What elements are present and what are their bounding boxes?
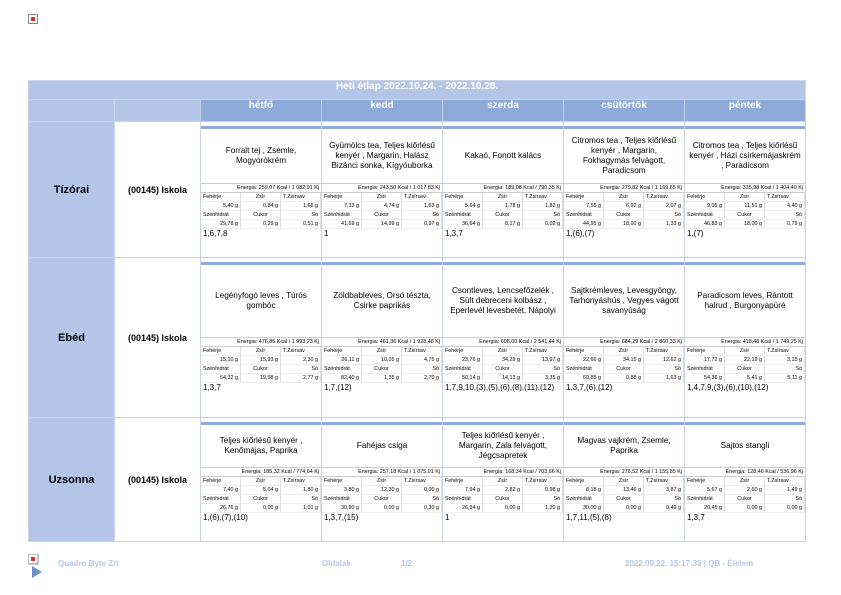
saturated-fat-label: T.Zsírsav xyxy=(765,193,805,202)
salt-label: Só xyxy=(523,365,563,374)
sugar-value: 18,00 g xyxy=(604,220,644,229)
empty-header-cell xyxy=(115,100,201,122)
fat-value: 34,29 g xyxy=(483,356,523,365)
allergen-codes: 1,7,(12) xyxy=(324,383,352,392)
food-items: Legényfogó leves , Túrós gombóc xyxy=(215,291,307,310)
energy-value: Energia: 168,34 Kcal / 703,66 Kj xyxy=(443,467,563,477)
energy-value: Energia: 461,36 Kcal / 1 928,48 Kj xyxy=(322,337,442,347)
carbohydrate-label: Szénhidrát xyxy=(564,211,604,220)
sugar-value: 0,00 g xyxy=(362,504,402,513)
food-items: Citromos tea , Teljes kiőrlésű kenyér , Házi csirkemájaskrém , Paradicsom xyxy=(689,141,801,170)
allergen-codes: 1,(6),(7),(10) xyxy=(203,513,248,522)
food-items: Gyümölcs tea, Teljes kiőrlésű kenyér , Margarin, Halász Bizánci sonka, Kígyóuborka xyxy=(329,141,435,170)
carbohydrate-label: Szénhidrát xyxy=(201,365,241,374)
sugar-value: 1,35 g xyxy=(362,374,402,383)
energy-value: Energia: 418,48 Kcal / 1 749,25 Kj xyxy=(685,337,805,347)
day-header: kedd xyxy=(322,100,443,122)
fat-value: 1,78 g xyxy=(483,202,523,211)
sugar-value: 0,00 g xyxy=(241,504,281,513)
nutrition-grid xyxy=(322,193,442,229)
protein-value: 9,05 g xyxy=(685,202,725,211)
protein-label: Fehérje xyxy=(322,477,362,486)
salt-value: 0,02 g xyxy=(523,220,563,229)
food-items: Sajtkrémleves, Levesgyöngy, Tarhonyáshús , Vegyes vágott savanyúság xyxy=(569,286,679,315)
sugar-value: 18,00 g xyxy=(725,220,765,229)
carbohydrate-value: 26,76 g xyxy=(201,504,241,513)
fat-value: 22,19 g xyxy=(725,356,765,365)
carbohydrate-label: Szénhidrát xyxy=(443,211,483,220)
protein-label: Fehérje xyxy=(685,193,725,202)
salt-label: Só xyxy=(281,211,321,220)
sugar-value: 0,29 g xyxy=(241,220,281,229)
sugar-value: 0,00 g xyxy=(483,504,523,513)
salt-label: Só xyxy=(765,365,805,374)
saturated-fat-value: 2,30 g xyxy=(281,356,321,365)
saturated-fat-value: 2,07 g xyxy=(644,202,684,211)
nutrition-grid xyxy=(564,347,684,383)
saturated-fat-value: 1,49 g xyxy=(765,486,805,495)
saturated-fat-value: 1,63 g xyxy=(402,202,442,211)
fat-label: Zsír xyxy=(362,477,402,486)
empty-header-cell xyxy=(29,100,115,122)
protein-value: 7,55 g xyxy=(564,202,604,211)
carbohydrate-value: 20,45 g xyxy=(685,504,725,513)
protein-label: Fehérje xyxy=(564,193,604,202)
carbohydrate-value: 44,95 g xyxy=(564,220,604,229)
allergen-codes: 1 xyxy=(445,513,450,522)
nutrition-grid xyxy=(443,477,563,513)
carbohydrate-value: 29,78 g xyxy=(201,220,241,229)
carbohydrate-value: 30,90 g xyxy=(322,504,362,513)
carbohydrate-value: 26,94 g xyxy=(443,504,483,513)
salt-value: 0,00 g xyxy=(765,504,805,513)
fat-value: 4,74 g xyxy=(362,202,402,211)
fat-label: Zsír xyxy=(604,347,644,356)
salt-label: Só xyxy=(523,495,563,504)
saturated-fat-value: 4,40 g xyxy=(765,202,805,211)
fat-value: 11,51 g xyxy=(725,202,765,211)
sugar-label: Cukor xyxy=(725,495,765,504)
saturated-fat-value: 1,82 g xyxy=(523,202,563,211)
day-header: péntek xyxy=(685,100,806,122)
sugar-value: 14,99 g xyxy=(362,220,402,229)
sugar-label: Cukor xyxy=(362,365,402,374)
menu-cell xyxy=(322,122,443,258)
saturated-fat-value: 4,75 g xyxy=(402,356,442,365)
protein-value: 23,76 g xyxy=(443,356,483,365)
saturated-fat-value: 3,87 g xyxy=(644,486,684,495)
sugar-label: Cukor xyxy=(483,211,523,220)
allergen-codes: 1,7,9,10,(3),(5),(6),(8),(11),(12) xyxy=(445,383,555,392)
allergen-codes: 1,3,7,(15) xyxy=(324,513,359,522)
meal-row xyxy=(29,122,806,258)
protein-label: Fehérje xyxy=(685,347,725,356)
sugar-value: 0,88 g xyxy=(604,374,644,383)
sugar-value: 8,17 g xyxy=(483,220,523,229)
fat-label: Zsír xyxy=(362,193,402,202)
allergen-codes: 1,(6),(7) xyxy=(566,229,595,238)
carbohydrate-value: 36,64 g xyxy=(443,220,483,229)
carbohydrate-label: Szénhidrát xyxy=(322,365,362,374)
sugar-label: Cukor xyxy=(725,365,765,374)
allergen-codes: 1,(7) xyxy=(687,229,704,238)
protein-label: Fehérje xyxy=(322,347,362,356)
carbohydrate-value: 46,83 g xyxy=(685,220,725,229)
menu-cell xyxy=(685,122,806,258)
footer-company: Quadro Byte Zrt xyxy=(58,559,119,568)
meal-row xyxy=(29,258,806,418)
protein-value: 8,18 g xyxy=(564,486,604,495)
nutrition-grid xyxy=(322,477,442,513)
fat-label: Zsír xyxy=(483,193,523,202)
sugar-label: Cukor xyxy=(241,365,281,374)
food-items: Csontleves, Lencsefőzelék , Sült debreceni kolbász , Eperlevél levesbetét, Nápolyi xyxy=(450,286,556,315)
food-items: Forralt tej , Zsemle, Mogyorókrém xyxy=(225,146,297,165)
fat-label: Zsír xyxy=(604,477,644,486)
footer-pages-label: Oldalak xyxy=(322,559,351,568)
fat-value: 0,84 g xyxy=(241,202,281,211)
fat-label: Zsír xyxy=(241,193,281,202)
saturated-fat-value: 3,15 g xyxy=(765,356,805,365)
weekly-menu-table xyxy=(28,80,806,542)
protein-value: 3,80 g xyxy=(322,486,362,495)
sugar-label: Cukor xyxy=(362,495,402,504)
protein-label: Fehérje xyxy=(201,347,241,356)
menu-title: Heti étlap 2022.10.24. - 2022.10.28. xyxy=(29,81,806,100)
menu-cell xyxy=(201,418,322,542)
saturated-fat-value: 0,98 g xyxy=(523,486,563,495)
carbohydrate-label: Szénhidrát xyxy=(685,211,725,220)
salt-value: 3,35 g xyxy=(523,374,563,383)
nutrition-grid xyxy=(201,193,321,229)
day-header: hétfő xyxy=(201,100,322,122)
energy-value: Energia: 243,50 Kcal / 1 017,83 Kj xyxy=(322,183,442,193)
energy-value: Energia: 259,07 Kcal / 1 082,91 Kj xyxy=(201,183,321,193)
allergen-codes: 1,7,11,(5),(8) xyxy=(566,513,612,522)
salt-value: 2,70 g xyxy=(402,374,442,383)
carbohydrate-value: 30,00 g xyxy=(564,504,604,513)
protein-label: Fehérje xyxy=(322,193,362,202)
salt-label: Só xyxy=(644,211,684,220)
saturated-fat-label: T.Zsírsav xyxy=(402,477,442,486)
energy-value: Energia: 276,52 Kcal / 1 155,85 Kj xyxy=(564,467,684,477)
fat-label: Zsír xyxy=(362,347,402,356)
food-items: Zöldbableves, Orsó tészta, Csirke paprikás xyxy=(333,291,431,310)
sugar-label: Cukor xyxy=(604,211,644,220)
saturated-fat-value: 1,80 g xyxy=(281,486,321,495)
allergen-codes: 1,3,7 xyxy=(203,383,221,392)
food-items: Magvas vajkrém, Zsemle, Paprika xyxy=(577,436,671,455)
salt-value: 1,20 g xyxy=(523,504,563,513)
allergen-codes: 1,4,7,9,(3),(6),(10),(12) xyxy=(687,383,769,392)
allergen-codes: 1,6,7,8 xyxy=(203,229,228,238)
salt-value: 5,11 g xyxy=(765,374,805,383)
company-logo-icon xyxy=(28,554,46,578)
protein-value: 17,72 g xyxy=(685,356,725,365)
carbohydrate-label: Szénhidrát xyxy=(443,365,483,374)
energy-value: Energia: 257,18 Kcal / 1 075,01 Kj xyxy=(322,467,442,477)
protein-label: Fehérje xyxy=(564,347,604,356)
protein-value: 5,67 g xyxy=(685,486,725,495)
energy-value: Energia: 476,85 Kcal / 1 993,23 Kj xyxy=(201,337,321,347)
salt-label: Só xyxy=(281,495,321,504)
allergen-codes: 1 xyxy=(324,229,329,238)
nutrition-grid xyxy=(201,477,321,513)
food-items: Kakaó, Fonott kalács xyxy=(464,151,542,160)
saturated-fat-label: T.Zsírsav xyxy=(281,477,321,486)
carbohydrate-label: Szénhidrát xyxy=(322,211,362,220)
carbohydrate-value: 64,32 g xyxy=(201,374,241,383)
menu-cell xyxy=(564,418,685,542)
fat-label: Zsír xyxy=(241,347,281,356)
school-name: (00145) Iskola xyxy=(115,258,201,418)
broken-image-icon xyxy=(28,14,38,24)
salt-label: Só xyxy=(765,211,805,220)
energy-value: Energia: 279,82 Kcal / 1 169,65 Kj xyxy=(564,183,684,193)
salt-label: Só xyxy=(765,495,805,504)
sugar-value: 5,41 g xyxy=(725,374,765,383)
footer-page-number: 1/2 xyxy=(401,559,413,568)
meal-name: Tízórai xyxy=(29,122,115,258)
menu-cell xyxy=(322,418,443,542)
sugar-label: Cukor xyxy=(604,365,644,374)
protein-value: 7,33 g xyxy=(322,202,362,211)
day-header: csütörtök xyxy=(564,100,685,122)
salt-value: 1,33 g xyxy=(644,220,684,229)
menu-cell xyxy=(564,122,685,258)
meal-row xyxy=(29,418,806,542)
salt-value: 0,30 g xyxy=(402,504,442,513)
saturated-fat-label: T.Zsírsav xyxy=(765,477,805,486)
fat-value: 13,46 g xyxy=(604,486,644,495)
protein-value: 5,40 g xyxy=(201,202,241,211)
energy-value: Energia: 684,29 Kcal / 2 860,33 Kj xyxy=(564,337,684,347)
nutrition-grid xyxy=(685,477,805,513)
nutrition-grid xyxy=(564,477,684,513)
fat-label: Zsír xyxy=(725,477,765,486)
carbohydrate-label: Szénhidrát xyxy=(201,211,241,220)
nutrition-grid xyxy=(685,193,805,229)
meal-name: Ebéd xyxy=(29,258,115,418)
saturated-fat-label: T.Zsírsav xyxy=(644,347,684,356)
saturated-fat-label: T.Zsírsav xyxy=(523,477,563,486)
food-items: Teljes kiőrlésű kenyér , Kenőmájas, Paprika xyxy=(219,436,303,455)
salt-value: 2,77 g xyxy=(281,374,321,383)
protein-label: Fehérje xyxy=(201,193,241,202)
saturated-fat-value: 0,00 g xyxy=(402,486,442,495)
day-header-row xyxy=(29,100,806,122)
protein-label: Fehérje xyxy=(564,477,604,486)
sugar-label: Cukor xyxy=(241,211,281,220)
protein-value: 7,94 g xyxy=(443,486,483,495)
saturated-fat-value: 13,97 g xyxy=(523,356,563,365)
sugar-label: Cukor xyxy=(483,495,523,504)
protein-label: Fehérje xyxy=(443,193,483,202)
fat-value: 12,30 g xyxy=(362,486,402,495)
nutrition-grid xyxy=(201,347,321,383)
menu-cell xyxy=(443,418,564,542)
saturated-fat-label: T.Zsírsav xyxy=(523,347,563,356)
fat-value: 2,60 g xyxy=(725,486,765,495)
menu-cell xyxy=(564,258,685,418)
fat-value: 2,82 g xyxy=(483,486,523,495)
protein-label: Fehérje xyxy=(443,477,483,486)
fat-value: 5,04 g xyxy=(241,486,281,495)
saturated-fat-label: T.Zsírsav xyxy=(281,347,321,356)
salt-label: Só xyxy=(402,495,442,504)
salt-label: Só xyxy=(523,211,563,220)
menu-cell xyxy=(201,258,322,418)
fat-value: 6,92 g xyxy=(604,202,644,211)
nutrition-grid xyxy=(564,193,684,229)
nutrition-grid xyxy=(443,347,563,383)
allergen-codes: 1,3,7 xyxy=(687,513,705,522)
fat-label: Zsír xyxy=(483,477,523,486)
saturated-fat-label: T.Zsírsav xyxy=(523,193,563,202)
protein-value: 26,11 g xyxy=(322,356,362,365)
menu-cell xyxy=(201,122,322,258)
carbohydrate-value: 82,40 g xyxy=(322,374,362,383)
carbohydrate-label: Szénhidrát xyxy=(322,495,362,504)
food-items: Sajtos stangli xyxy=(720,441,770,450)
food-items: Citromos tea , Teljes kiőrlésű kenyér , Margarin, Fokhagymás felvágott, Paradicsom xyxy=(571,136,677,175)
menu-cell xyxy=(322,258,443,418)
salt-label: Só xyxy=(644,365,684,374)
salt-label: Só xyxy=(402,211,442,220)
salt-value: 1,63 g xyxy=(644,374,684,383)
saturated-fat-label: T.Zsírsav xyxy=(281,193,321,202)
fat-label: Zsír xyxy=(241,477,281,486)
meal-name: Uzsonna xyxy=(29,418,115,542)
energy-value: Energia: 189,08 Kcal / 790,35 Kj xyxy=(443,183,563,193)
sugar-label: Cukor xyxy=(604,495,644,504)
saturated-fat-value: 12,62 g xyxy=(644,356,684,365)
protein-value: 7,40 g xyxy=(201,486,241,495)
menu-cell xyxy=(443,258,564,418)
energy-value: Energia: 608,00 Kcal / 2 541,44 Kj xyxy=(443,337,563,347)
protein-value: 22,66 g xyxy=(564,356,604,365)
saturated-fat-label: T.Zsírsav xyxy=(402,193,442,202)
footer-timestamp: 2022.09.22. 15:17:39 | QB - Élelem xyxy=(625,559,754,568)
salt-value: 1,01 g xyxy=(281,504,321,513)
day-header: szerda xyxy=(443,100,564,122)
salt-label: Só xyxy=(281,365,321,374)
sugar-value: 14,13 g xyxy=(483,374,523,383)
carbohydrate-label: Szénhidrát xyxy=(443,495,483,504)
fat-value: 10,05 g xyxy=(362,356,402,365)
sugar-value: 0,00 g xyxy=(725,504,765,513)
sugar-label: Cukor xyxy=(483,365,523,374)
carbohydrate-label: Szénhidrát xyxy=(201,495,241,504)
protein-label: Fehérje xyxy=(201,477,241,486)
fat-label: Zsír xyxy=(725,193,765,202)
salt-value: 0,79 g xyxy=(765,220,805,229)
salt-value: 0,97 g xyxy=(402,220,442,229)
salt-label: Só xyxy=(402,365,442,374)
menu-cell xyxy=(685,418,806,542)
carbohydrate-value: 69,85 g xyxy=(564,374,604,383)
nutrition-grid xyxy=(443,193,563,229)
salt-label: Só xyxy=(644,495,684,504)
menu-cell xyxy=(685,258,806,418)
fat-label: Zsír xyxy=(725,347,765,356)
protein-value: 15,10 g xyxy=(201,356,241,365)
saturated-fat-label: T.Zsírsav xyxy=(402,347,442,356)
food-items: Fahéjas csiga xyxy=(356,441,408,450)
protein-label: Fehérje xyxy=(685,477,725,486)
saturated-fat-value: 1,66 g xyxy=(281,202,321,211)
fat-label: Zsír xyxy=(604,193,644,202)
carbohydrate-value: 50,14 g xyxy=(443,374,483,383)
salt-value: 0,49 g xyxy=(644,504,684,513)
carbohydrate-value: 54,36 g xyxy=(685,374,725,383)
menu-cell xyxy=(443,122,564,258)
protein-value: 5,64 g xyxy=(443,202,483,211)
sugar-value: 19,98 g xyxy=(241,374,281,383)
food-items: Teljes kiőrlésű kenyér , Margarin, Zala felvágott, Jégcsapretek xyxy=(458,431,548,460)
sugar-label: Cukor xyxy=(362,211,402,220)
fat-value: 15,93 g xyxy=(241,356,281,365)
salt-value: 0,51 g xyxy=(281,220,321,229)
carbohydrate-label: Szénhidrát xyxy=(564,365,604,374)
carbohydrate-label: Szénhidrát xyxy=(685,365,725,374)
fat-label: Zsír xyxy=(483,347,523,356)
carbohydrate-label: Szénhidrát xyxy=(564,495,604,504)
sugar-label: Cukor xyxy=(725,211,765,220)
nutrition-grid xyxy=(322,347,442,383)
energy-value: Energia: 335,98 Kcal / 1 404,40 Kj xyxy=(685,183,805,193)
food-items: Paradicsom leves, Rántott halrud , Burgonyapüré xyxy=(697,291,793,310)
energy-value: Energia: 185,32 Kcal / 774,64 Kj xyxy=(201,467,321,477)
school-name: (00145) Iskola xyxy=(115,122,201,258)
sugar-label: Cukor xyxy=(241,495,281,504)
nutrition-grid xyxy=(685,347,805,383)
title-row xyxy=(29,81,806,100)
energy-value: Energia: 128,46 Kcal / 536,96 Kj xyxy=(685,467,805,477)
carbohydrate-label: Szénhidrát xyxy=(685,495,725,504)
saturated-fat-label: T.Zsírsav xyxy=(765,347,805,356)
fat-value: 34,15 g xyxy=(604,356,644,365)
school-name: (00145) Iskola xyxy=(115,418,201,542)
carbohydrate-value: 41,69 g xyxy=(322,220,362,229)
saturated-fat-label: T.Zsírsav xyxy=(644,477,684,486)
allergen-codes: 1,3,7 xyxy=(445,229,463,238)
saturated-fat-label: T.Zsírsav xyxy=(644,193,684,202)
protein-label: Fehérje xyxy=(443,347,483,356)
allergen-codes: 1,3,7,(6),(12) xyxy=(566,383,613,392)
sugar-value: 0,00 g xyxy=(604,504,644,513)
